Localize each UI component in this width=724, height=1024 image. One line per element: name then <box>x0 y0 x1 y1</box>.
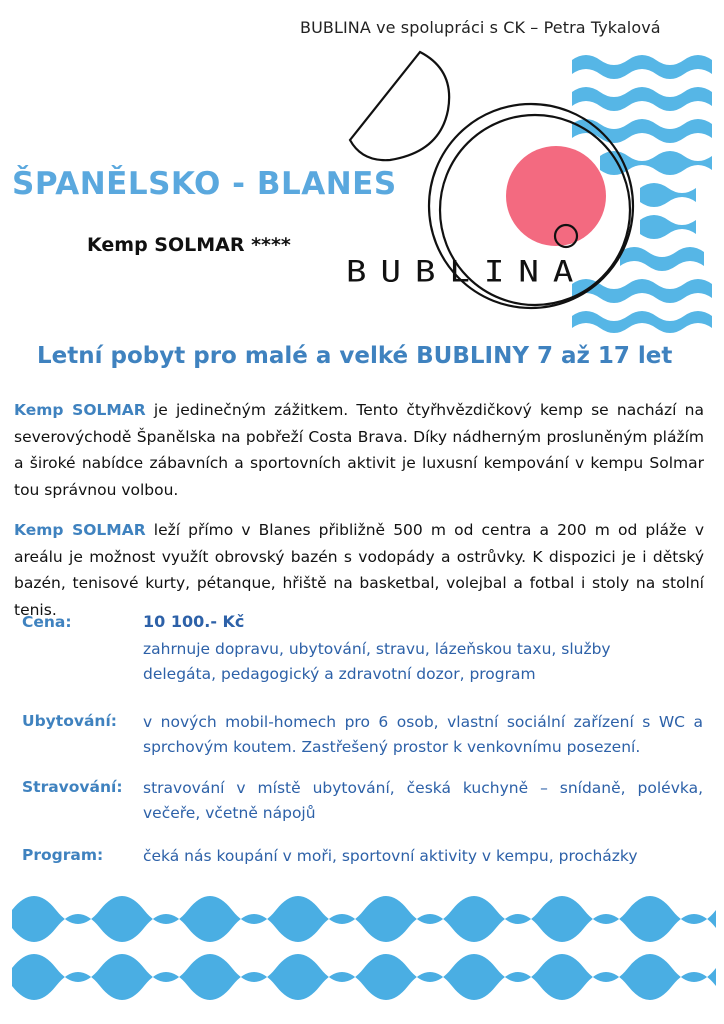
price-value: 10 100.- Kč <box>143 612 245 631</box>
paragraph-lead: Kemp SOLMAR <box>14 521 146 539</box>
headline: Letní pobyt pro malé a velké BUBLINY 7 až 17 let <box>37 343 673 369</box>
camp-title: Kemp SOLMAR **** <box>87 234 291 256</box>
program-label: Program: <box>22 846 104 864</box>
paragraph-text: je jedinečným zážitkem. Tento čtyřhvězdičkový kemp se nachází na severovýchodě Španělska na pobřeží Costa Brava. Díky nádherným prosluněným plážím a široké nabídce zábavních a sportovních aktivit je luxusní kempování v kempu Solmar tou správnou volbou. <box>14 401 704 499</box>
logo-text: BUBLINA <box>346 255 588 289</box>
program-description: čeká nás koupání v moři, sportovní aktivity v kempu, procházky <box>143 847 638 865</box>
paragraph-lead: Kemp SOLMAR <box>14 401 146 419</box>
intro-paragraph-2 <box>14 517 704 623</box>
accommodation-description: v nových mobil-homech pro 6 osob, vlastní sociální zařízení s WC a sprchovým koutem. Zastřešený prostor k venkovnímu posezení. <box>143 713 703 756</box>
price-label: Cena: <box>22 613 72 631</box>
header-text: BUBLINA ve spolupráci s CK – Petra Tykalová <box>300 18 661 37</box>
price-description: zahrnuje dopravu, ubytování, stravu, lázeňskou taxu, služby delegáta, pedagogický a zdravotní dozor, program <box>143 640 611 683</box>
page-title: ŠPANĚLSKO - BLANES <box>12 166 397 202</box>
intro-paragraph-1 <box>14 397 704 503</box>
bottom-waves-decoration <box>12 896 716 1000</box>
food-description: stravování v místě ubytování, česká kuchyně – snídaně, polévka, večeře, včetně nápojů <box>143 779 703 822</box>
food-label: Stravování: <box>22 778 123 796</box>
paragraph-text: leží přímo v Blanes přibližně 500 m od centra a 200 m od pláže v areálu je možnost využít obrovský bazén s vodopády a ostrůvky. K dispozici je i dětský bazén, tenisové kurty, pétanque, hřiště na basketbal, volejbal a fotbal i stoly na stolní tenis. <box>14 521 704 619</box>
accommodation-label: Ubytování: <box>22 712 117 730</box>
